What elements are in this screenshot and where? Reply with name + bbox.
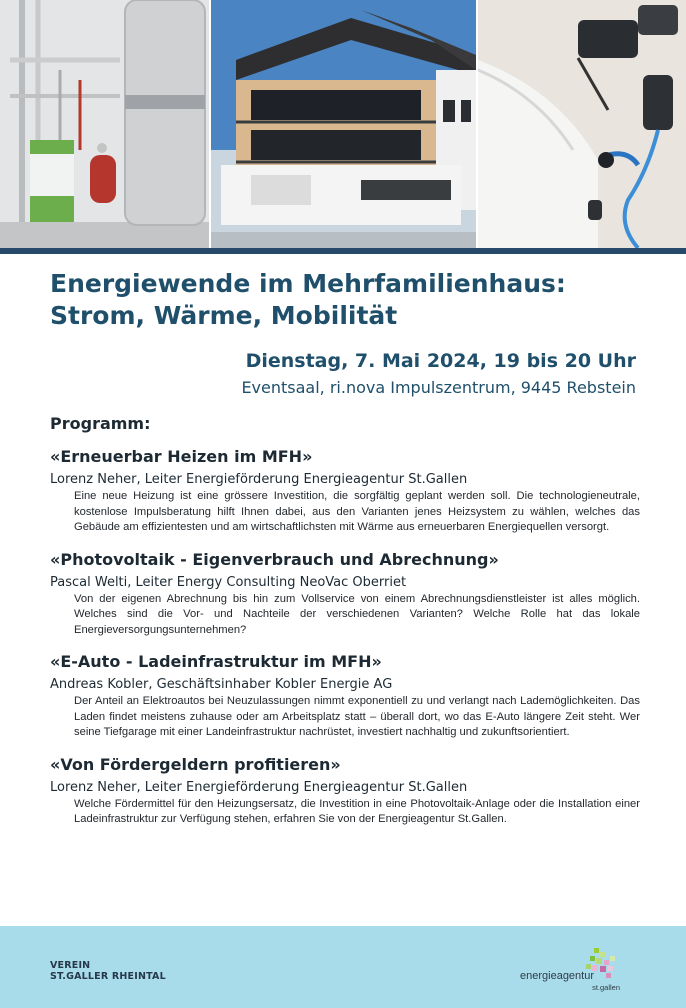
programm-list [50,447,640,842]
programm-item [50,652,640,741]
programm-item [50,447,640,536]
header-photos [0,0,686,248]
programm-item-description: Eine neue Heizung ist eine grössere Investition, die sorgfältig geplant werden soll. Die technologieneutrale, kostenlose Impulsberatung hilft Ihnen dabei, aus den Varianten jenes Heizsystem zu wählen, welches das Gebäude am effizientesten und am wirtschaftlichsten mit Wärme aus erneuerbaren Energiequellen versorgt. [74,490,640,533]
programm-heading: Programm: [50,414,151,433]
programm-item-description: Von der eigenen Abrechnung bis hin zum Vollservice von einem Abrechnungsdienstleister ist alles möglich. Welches sind die Vor- und Nachteile der verschiedenen Varianten? Welche Rolle hat das lokale Energieversorgungsunternehmen? [74,592,640,636]
ev-charging-photo [478,0,686,248]
programm-item-title: «Photovoltaik - Eigenverbrauch und Abrechnung» [50,549,499,569]
logo-text: energieagentur [520,970,595,982]
programm-item-description: Welche Fördermittel für den Heizungsersatz, die Investition in eine Photovoltaik-Anlage oder die Installation einer Ladeinfrastruktur zur Verfügung stehen, erfahren Sie von der Energieagentur St.Gallen. [74,797,640,825]
programm-item [50,755,640,828]
ev-charging-illustration [478,0,686,248]
page-title [50,268,650,332]
programm-item-title: «Von Fördergeldern profitieren» [50,754,341,774]
programm-item [50,550,640,639]
programm-item-title: «Erneuerbar Heizen im MFH» [50,447,313,466]
title-line-2: Strom, Wärme, Mobilität [50,301,398,330]
verein-logo [50,960,166,982]
event-venue: Eventsaal, ri.nova Impulszentrum, 9445 Rebstein [241,378,636,397]
programm-item-title: «E-Auto - Ladeinfrastruktur im MFH» [50,652,382,671]
heating-room-photo [0,0,209,248]
programm-item-description: Der Anteil an Elektroautos bei Neuzulassungen nimmt exponentiell zu und verlangt nach Lademöglichkeiten. Das Laden findet meistens zuhause oder am Arbeitsplatz statt – überall dort, wo das E-Auto längere Zeit steht. Wer seine Tiefgarage mit einer Landeinfrastruktur nachrüstet, investiert nachhaltig und zukunftsorientiert. [74,695,640,738]
energieagentur-logo [520,948,632,1004]
programm-item-speaker: Lorenz Neher, Leiter Energieförderung Energieagentur St.Gallen [50,779,468,795]
programm-item-speaker: Lorenz Neher, Leiter Energieförderung Energieagentur St.Gallen [50,472,468,487]
verein-line-1: VEREIN [50,960,91,971]
verein-line-2: ST.GALLER RHEINTAL [50,971,166,982]
title-line-1: Energiewende im Mehrfamilienhaus: [50,269,566,298]
header-band [0,248,686,254]
heating-room-illustration [0,0,209,248]
programm-item-speaker: Pascal Welti, Leiter Energy Consulting NeoVac Oberriet [50,574,407,590]
apartment-building-photo [211,0,476,248]
apartment-building-illustration [211,0,476,248]
logo-subtext: st.gallen [592,983,620,992]
event-date: Dienstag, 7. Mai 2024, 19 bis 20 Uhr [245,350,636,372]
programm-item-speaker: Andreas Kobler, Geschäftsinhaber Kobler Energie AG [50,677,393,692]
footer [0,926,686,1008]
